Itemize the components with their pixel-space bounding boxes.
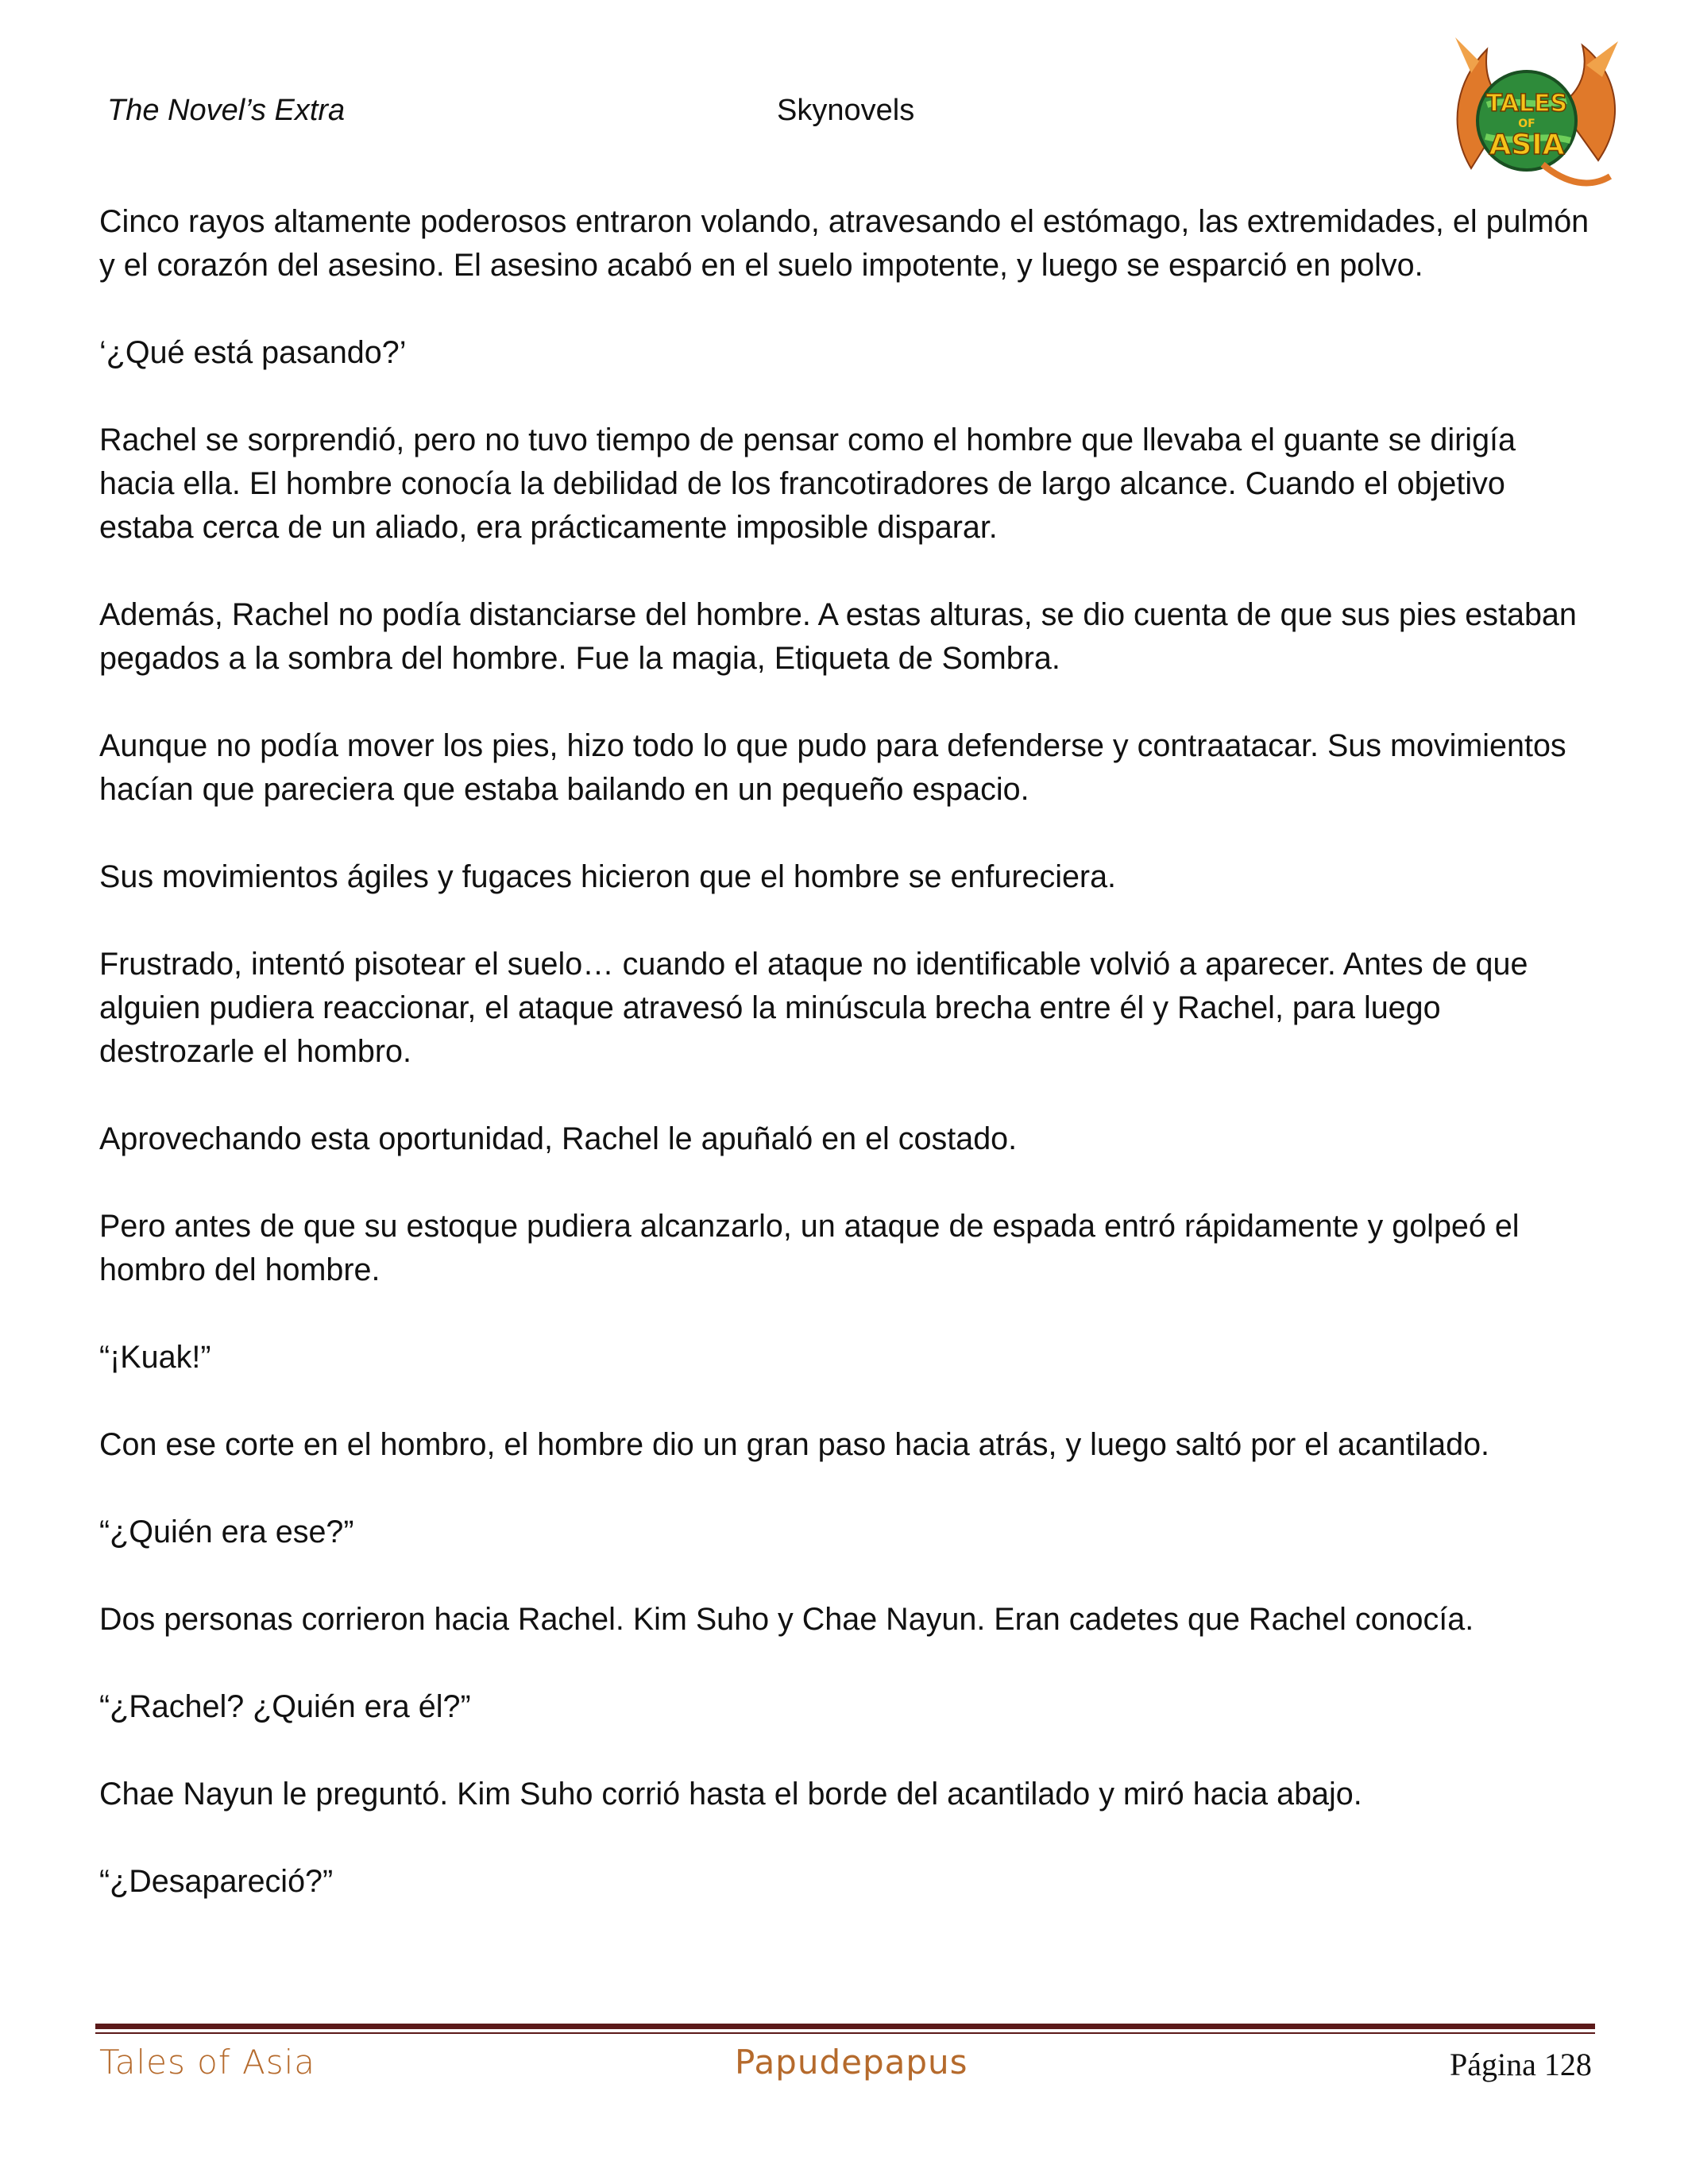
tales-of-asia-logo bbox=[1439, 33, 1630, 196]
paragraph: “¡Kuak!” bbox=[99, 1340, 211, 1375]
footer-translator: Papudepapus bbox=[735, 2043, 968, 2082]
paragraph: Sus movimientos ágiles y fugaces hicieron que el hombre se enfureciera. bbox=[99, 859, 1117, 894]
paragraph: Dos personas corrieron hacia Rachel. Kim Suho y Chae Nayun. Eran cadetes que Rachel conocía. bbox=[99, 1602, 1474, 1637]
paragraph: “¿Desapareció?” bbox=[99, 1864, 334, 1899]
paragraph: ‘¿Qué está pasando?’ bbox=[99, 335, 407, 370]
paragraph: Pero antes de que su estoque pudiera alcanzarlo, un ataque de espada entró rápidamente y golpeó el hombro del hombre. bbox=[99, 1209, 1520, 1287]
header-novel-title: The Novel’s Extra bbox=[107, 94, 346, 127]
footer-rule-thin bbox=[95, 2032, 1595, 2034]
logo-text-of: OF bbox=[1518, 118, 1535, 130]
paragraph: Aunque no podía mover los pies, hizo todo lo que pudo para defenderse y contraatacar. Sus movimientos hacían que pareciera que estaba bailando en un pequeño espacio. bbox=[99, 728, 1566, 807]
paragraph: Frustrado, intentó pisotear el suelo… cuando el ataque no identificable volvió a aparecer. Antes de que alguien pudiera reaccionar, el ataque atravesó la minúscula brecha entre él y Rachel, para luego destrozarle el hombro. bbox=[99, 947, 1528, 1069]
paragraph: Con ese corte en el hombro, el hombre dio un gran paso hacia atrás, y luego saltó por el acantilado. bbox=[99, 1427, 1490, 1462]
header-site-name: Skynovels bbox=[777, 94, 915, 127]
paragraph: “¿Quién era ese?” bbox=[99, 1515, 354, 1549]
logo-text-asia: ASIA bbox=[1489, 129, 1565, 161]
footer-publisher: Tales of Asia bbox=[99, 2043, 316, 2082]
logo-text-tales: TALES bbox=[1485, 90, 1568, 118]
footer-rule-thick bbox=[95, 2024, 1595, 2029]
footer-page-number: Página 128 bbox=[1450, 2047, 1592, 2082]
paragraph: “¿Rachel? ¿Quién era él?” bbox=[99, 1689, 471, 1724]
paragraph: Rachel se sorprendió, pero no tuvo tiempo de pensar como el hombre que llevaba el guante se dirigía hacia ella. El hombre conocía la debilidad de los francotiradores de largo alcance. Cuando el objetivo estaba cerca de un aliado, era prácticamente imposible disparar. bbox=[99, 423, 1516, 545]
paragraph: Aprovechando esta oportunidad, Rachel le apuñaló en el costado. bbox=[99, 1121, 1018, 1156]
paragraph: Chae Nayun le preguntó. Kim Suho corrió hasta el borde del acantilado y miró hacia abajo. bbox=[99, 1777, 1362, 1812]
paragraph: Cinco rayos altamente poderosos entraron volando, atravesando el estómago, las extremidades, el pulmón y el corazón del asesino. El asesino acabó en el suelo impotente, y luego se esparció en polvo. bbox=[99, 204, 1590, 283]
paragraph: Además, Rachel no podía distanciarse del hombre. A estas alturas, se dio cuenta de que sus pies estaban pegados a la sombra del hombre. Fue la magia, Etiqueta de Sombra. bbox=[99, 597, 1577, 676]
chapter-body bbox=[99, 200, 1593, 1947]
